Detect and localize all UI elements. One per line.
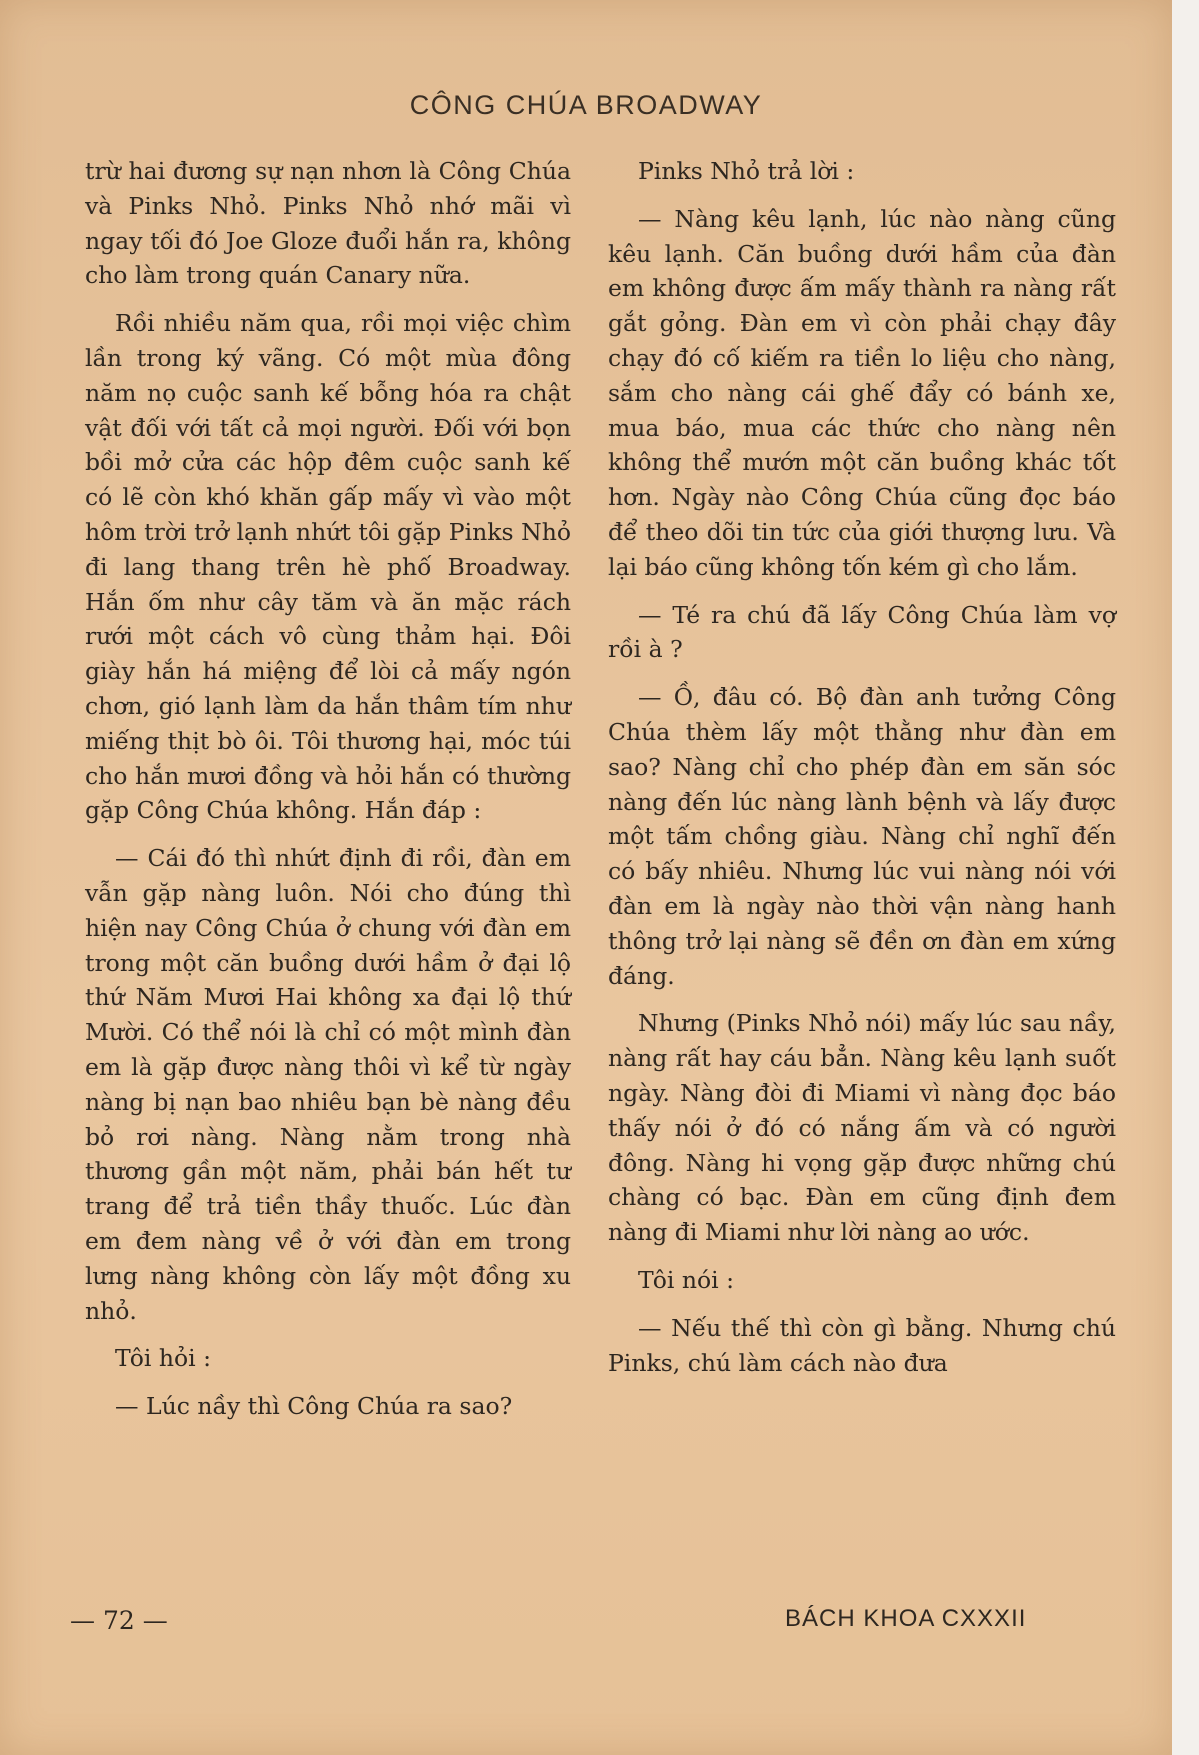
paragraph: — Ồ, đâu có. Bộ đàn anh tưởng Công Chúa thèm lấy một thằng như đàn em sao? Nàng chỉ cho phép đàn em săn sóc nàng đến lúc nàng lành bệnh và lấy được một tấm chồng giàu. Nàng chỉ nghĩ đến có bấy nhiêu. Nhưng lúc vui nàng nói với đàn em là ngày nào thời vận nàng hanh thông trở lại nàng sẽ đền ơn đàn em xứng đáng. (608, 683, 1116, 990)
journal-name: BÁCH KHOA CXXXII (785, 1605, 1027, 1632)
paragraph: — Nếu thế thì còn gì bằng. Nhưng chú Pinks, chú làm cách nào đưa (608, 1313, 1116, 1377)
right-column (608, 154, 1116, 1380)
paragraph: Pinks Nhỏ trả lời : (638, 157, 855, 185)
paragraph: — Nàng kêu lạnh, lúc nào nàng cũng kêu lạnh. Căn buồng dưới hầm của đàn em không được ấm mấy thành ra nàng rất gắt gỏng. Đàn em vì còn phải chạy đây chạy đó cố kiếm ra tiền lo liệu cho nàng, sắm cho nàng cái ghế đẩy có bánh xe, mua báo, mua các thức cho nàng nên không thể mướn một căn buồng khác tốt hơn. Ngày nào Công Chúa cũng đọc báo để theo dõi tin tức của giới thượng lưu. Và lại báo cũng không tốn kém gì cho lắm. (608, 204, 1116, 581)
page-number: — 72 — (70, 1606, 168, 1635)
paragraph: Rồi nhiều năm qua, rồi mọi việc chìm lần trong ký vãng. Có một mùa đông năm nọ cuộc sanh kế bỗng hóa ra chật vật đối với tất cả mọi người. Đối với bọn bồi mở cửa các hộp đêm cuộc sanh kế có lẽ còn khó khăn gấp mấy vì vào một hôm trời trở lạnh nhứt tôi gặp Pinks Nhỏ đi lang thang trên hè phố Broadway. Hắn ốm như cây tăm và ăn mặc rách rưới một cách vô cùng thảm hại. Đôi giày hắn há miệng để lòi cả mấy ngón chơn, gió lạnh làm da hắn thâm tím như miếng thịt bò ôi. Tôi thương hại, móc túi cho hắn mươi đồng và hỏi hắn có thường gặp Công Chúa không. Hắn đáp : (85, 309, 571, 825)
paragraph: trừ hai đương sự nạn nhơn là Công Chúa và Pinks Nhỏ. Pinks Nhỏ nhớ mãi vì ngay tối đó Joe Gloze đuổi hắn ra, không cho làm trong quán Canary nữa. (85, 157, 571, 290)
paragraph: Tôi hỏi : (115, 1344, 212, 1373)
left-column (85, 154, 571, 1424)
paragraph: Tôi nói : (638, 1265, 735, 1294)
paragraph: — Té ra chú đã lấy Công Chúa làm vợ rồi à ? (608, 600, 1116, 664)
running-header: CÔNG CHÚA BROADWAY (409, 90, 763, 120)
paragraph: — Lúc nầy thì Công Chúa ra sao? (115, 1392, 513, 1421)
paragraph: — Cái đó thì nhứt định đi rồi, đàn em vẫn gặp nàng luôn. Nói cho đúng thì hiện nay Công Chúa ở chung với đàn em trong một căn buồng dưới hầm ở đại lộ thứ Năm Mươi Hai không xa đại lộ thứ Mười. Có thể nói là chỉ có một mình đàn em là gặp được nàng thôi vì kể từ ngày nàng bị nạn bao nhiêu bạn bè nàng đều bỏ rơi nàng. Nàng nằm trong nhà thương gần một năm, phải bán hết tư trang để trả tiền thầy thuốc. Lúc đàn em đem nàng về ở với đàn em trong lưng nàng không còn lấy một đồng xu nhỏ. (85, 844, 571, 1325)
paragraph: Nhưng (Pinks Nhỏ nói) mấy lúc sau nầy, nàng rất hay cáu bẳn. Nàng kêu lạnh suốt ngày. Nàng đòi đi Miami vì nàng đọc báo thấy nói ở đó có nắng ấm và có người đông. Nàng hi vọng gặp được những chú chàng có bạc. Đàn em cũng định đem nàng đi Miami như lời nàng ao ước. (608, 1009, 1116, 1247)
